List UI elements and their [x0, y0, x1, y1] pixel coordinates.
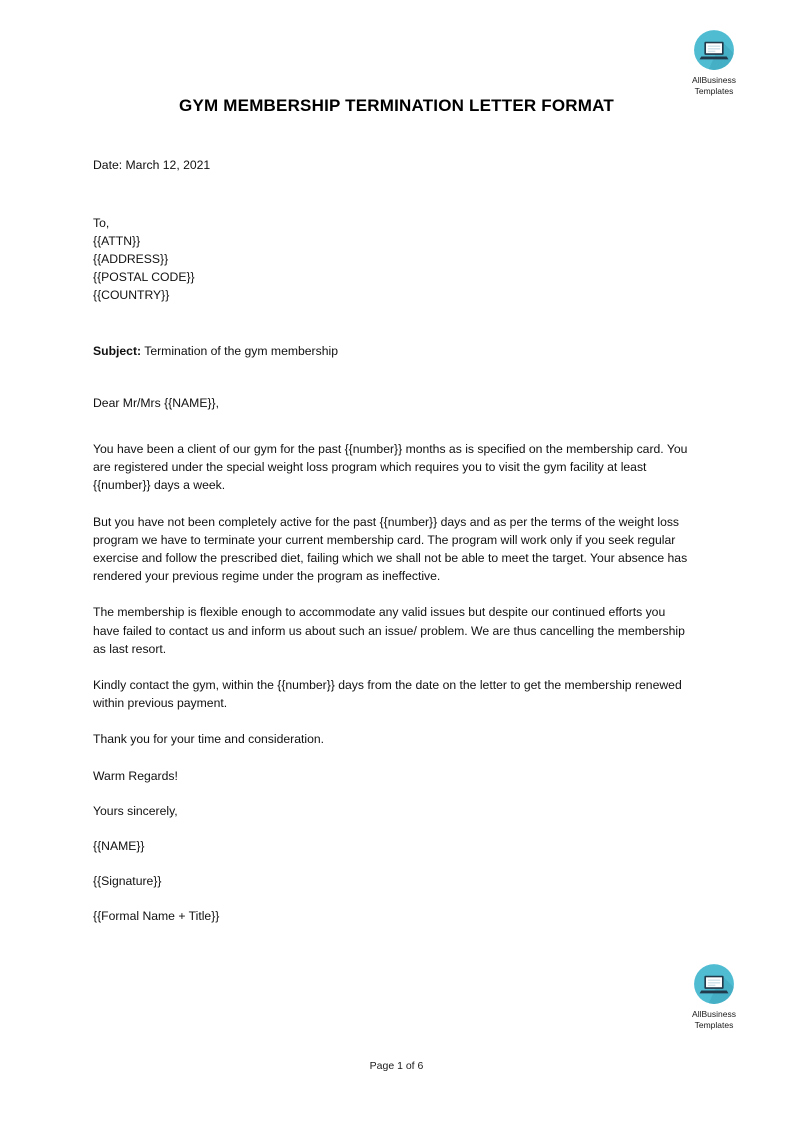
brand-logo-header: [668, 28, 760, 96]
subject-line: [93, 342, 693, 360]
body-paragraph-1: You have been a client of our gym for the past {{number}} months as is specified on the membership card. You are registered under the special weight loss program which requires you to visit the gym facility at least {{number}} days a week.: [93, 442, 688, 493]
body-paragraph-3: The membership is flexible enough to accommodate any valid issues but despite our continued efforts you have failed to contact us and inform us about such an issue/ problem. We are thus cancelling the membership as last resort.: [93, 605, 685, 656]
recipient-to-label: To,: [93, 216, 110, 230]
body-paragraph-4: Kindly contact the gym, within the {{number}} days from the date on the letter to get the membership renewed within previous payment.: [93, 678, 682, 711]
body-paragraph-2: But you have not been completely active for the past {{number}} days and as per the terms of the weight loss program we have to terminate your current membership card. The program will work only if you seek regular exercise and follow the prescribed diet, failing which we shall not be able to meet the target. Your absence has rendered your previous regime under the program as ineffective.: [93, 514, 688, 584]
laptop-icon: [692, 962, 736, 1006]
brand-name: [668, 1009, 760, 1030]
closing-regards: Warm Regards!: [93, 768, 178, 783]
subject-text: Termination of the gym membership: [144, 344, 338, 358]
closing-sincerely: Yours sincerely,: [93, 803, 178, 818]
date-line: Date: March 12, 2021: [93, 158, 211, 172]
brand-name: [668, 75, 760, 96]
closing-signature: {{Signature}}: [93, 874, 162, 889]
brand-logo-footer: [668, 962, 760, 1030]
recipient-address-block: [93, 214, 693, 304]
brand-line-1: AllBusiness: [692, 1009, 736, 1019]
brand-line-2: Templates: [694, 1019, 734, 1030]
recipient-country: {{COUNTRY}}: [93, 288, 170, 302]
recipient-postal-code: {{POSTAL CODE}}: [93, 270, 195, 284]
brand-line-2: Templates: [694, 85, 734, 96]
page-number: Page 1 of 6: [369, 1060, 424, 1072]
letter-body: [93, 156, 693, 926]
laptop-icon: [692, 28, 736, 72]
recipient-attn: {{ATTN}}: [93, 234, 141, 248]
greeting-line: Dear Mr/Mrs {{NAME}},: [93, 396, 219, 410]
closing-formal-name-title: {{Formal Name + Title}}: [93, 909, 220, 924]
recipient-address: {{ADDRESS}}: [93, 252, 169, 266]
page-title: GYM MEMBERSHIP TERMINATION LETTER FORMAT: [179, 96, 614, 115]
closing-name: {{NAME}}: [93, 839, 145, 854]
body-paragraph-5: Thank you for your time and consideration.: [93, 732, 325, 747]
brand-line-1: AllBusiness: [692, 75, 736, 85]
subject-label: Subject:: [93, 344, 142, 358]
